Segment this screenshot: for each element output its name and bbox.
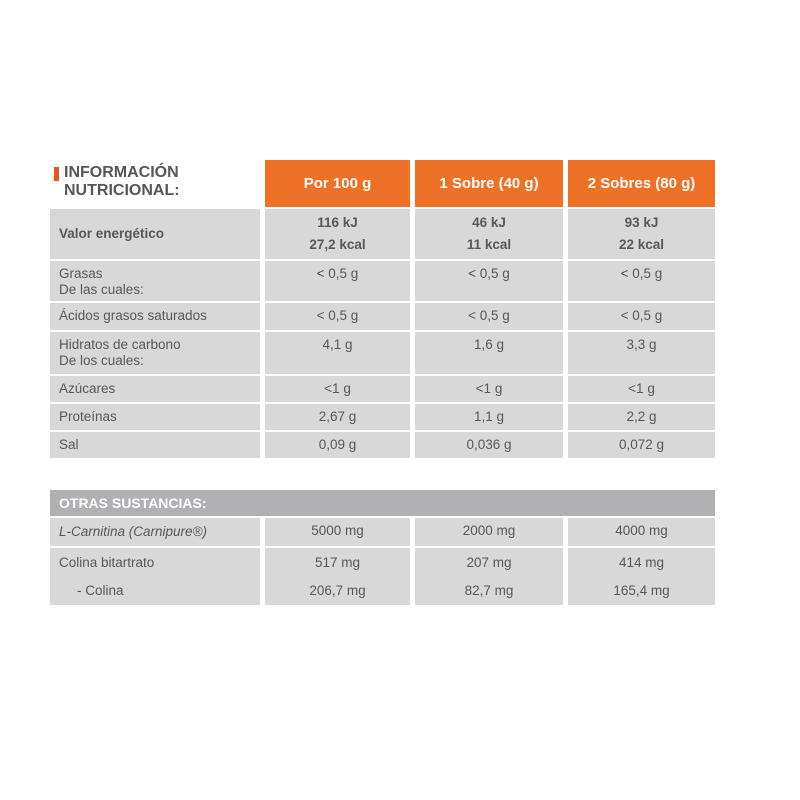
row-label-proteinas: Proteínas [50, 404, 260, 430]
hidratos-por-100g: 4,1 g [265, 332, 410, 374]
hidratos-2-sobres: 3,3 g [568, 332, 715, 374]
sal-por-100g: 0,09 g [265, 432, 410, 458]
row-label-sal: Sal [50, 432, 260, 458]
valor-energetico-1-sobre [415, 209, 563, 259]
value-line: 207 mg [466, 555, 512, 570]
l-carnitina-1-sobre: 2000 mg [415, 518, 563, 546]
proteinas-por-100g: 2,67 g [265, 404, 410, 430]
valor-energetico-por-100g [265, 209, 410, 259]
value-line: 46 kJ [472, 215, 506, 230]
value-line: 517 mg [314, 555, 361, 570]
valor-energetico-2-sobres [568, 209, 715, 259]
l-carnitina-2-sobres: 4000 mg [568, 518, 715, 546]
acidos-grasos-1-sobre: < 0,5 g [415, 303, 563, 330]
label-subline: De las cuales: [59, 282, 144, 297]
value-line: 11 kcal [466, 237, 512, 252]
row-label-l-carnitina: L-Carnitina (Carnipure®) [50, 518, 260, 546]
value-line: 206,7 mg [309, 583, 366, 598]
value-line: 22 kcal [618, 237, 665, 252]
label-line: Colina bitartrato [59, 555, 155, 570]
row-label-hidratos [50, 332, 260, 374]
azucares-1-sobre: <1 g [415, 376, 563, 402]
value-line: 116 kJ [317, 215, 358, 230]
column-header-por-100g: Por 100 g [265, 160, 410, 207]
acidos-grasos-por-100g: < 0,5 g [265, 303, 410, 330]
colina-2-sobres [568, 548, 715, 605]
row-label-valor-energetico: Valor energético [50, 209, 260, 259]
row-label-azucares: Azúcares [50, 376, 260, 402]
azucares-por-100g: <1 g [265, 376, 410, 402]
value-line: 82,7 mg [464, 583, 514, 598]
l-carnitina-por-100g: 5000 mg [265, 518, 410, 546]
value-line: 165,4 mg [613, 583, 670, 598]
title-line2: NUTRICIONAL: [64, 182, 180, 199]
proteinas-1-sobre: 1,1 g [415, 404, 563, 430]
azucares-2-sobres: <1 g [568, 376, 715, 402]
value-line: 27,2 kcal [309, 237, 366, 252]
proteinas-2-sobres: 2,2 g [568, 404, 715, 430]
value-line: 414 mg [618, 555, 665, 570]
colina-1-sobre [415, 548, 563, 605]
table-title-cell [50, 160, 260, 207]
grasas-2-sobres: < 0,5 g [568, 261, 715, 301]
title-accent-bar-icon [54, 167, 59, 181]
column-header-1-sobre: 1 Sobre (40 g) [415, 160, 563, 207]
other-substances-header-bar: OTRAS SUSTANCIAS: [50, 490, 715, 516]
label-subline: - Colina [77, 583, 124, 598]
title-line1: INFORMACIÓN [64, 164, 179, 181]
row-label-colina-bitartrato [50, 548, 260, 605]
label-subline: De los cuales: [59, 353, 144, 368]
hidratos-1-sobre: 1,6 g [415, 332, 563, 374]
grasas-1-sobre: < 0,5 g [415, 261, 563, 301]
section-spacer [50, 460, 715, 488]
sal-2-sobres: 0,072 g [568, 432, 715, 458]
sal-1-sobre: 0,036 g [415, 432, 563, 458]
row-label-acidos-grasos: Ácidos grasos saturados [50, 303, 260, 330]
colina-por-100g [265, 548, 410, 605]
acidos-grasos-2-sobres: < 0,5 g [568, 303, 715, 330]
label-line: Hidratos de carbono [59, 337, 181, 352]
label-line: Grasas [59, 266, 103, 281]
grasas-por-100g: < 0,5 g [265, 261, 410, 301]
row-label-grasas [50, 261, 260, 301]
value-line: 93 kJ [624, 215, 659, 230]
table-title [54, 164, 180, 200]
column-header-2-sobres: 2 Sobres (80 g) [568, 160, 715, 207]
nutrition-table [50, 160, 715, 605]
